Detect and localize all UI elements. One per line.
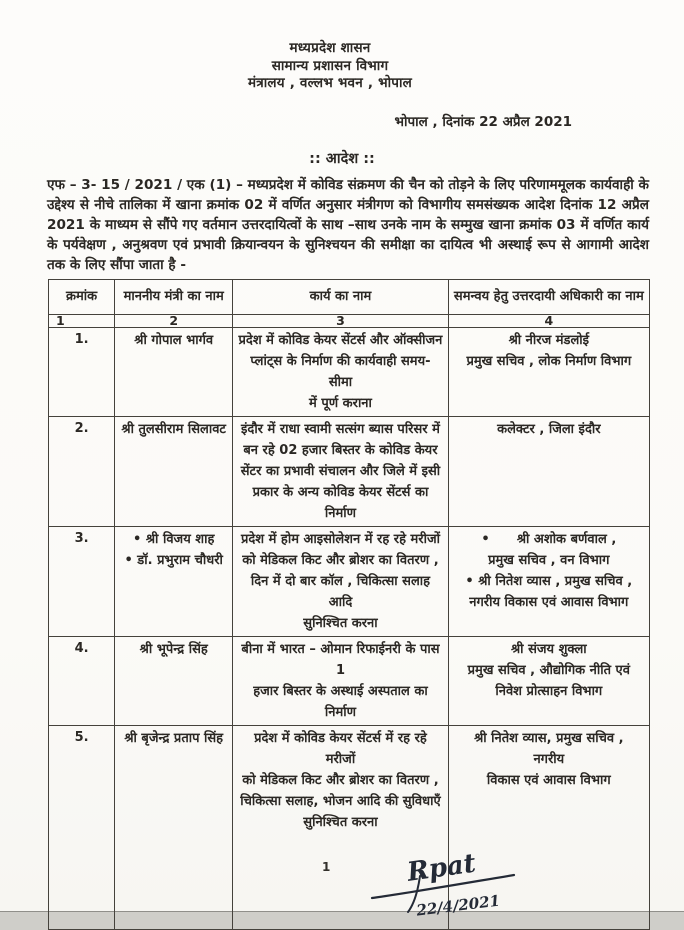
text-line: श्री संजय शुक्ला (510, 641, 587, 657)
text-line: बन रहे 02 हजार बिस्तर के कोविड केयर (243, 442, 438, 458)
text-line: प्रमुख सचिव , औद्योगिक नीति एवं (467, 662, 630, 678)
letterhead-department: सामान्य प्रशासन विभाग (271, 57, 389, 74)
text-line: श्री तुलसीराम सिलावट (121, 421, 226, 437)
serial-cell: 2. (49, 416, 115, 526)
officer-cell (448, 526, 649, 636)
table-row (49, 725, 650, 929)
serial-cell: 4. (49, 636, 115, 725)
text-line: • श्री विजय शाह (133, 531, 215, 547)
page-number: 1 (322, 860, 331, 874)
text-line: प्रदेश में कोविड केयर सेंटर्स और ऑक्सीजन (238, 332, 443, 348)
text-line: प्रदेश में कोविड केयर सेंटर्स में रह रहे मरीजों (254, 730, 427, 767)
table-row (49, 416, 650, 526)
table-row (49, 327, 650, 416)
signature-name-text: Rpat (405, 848, 478, 888)
serial-cell: 5. (49, 725, 115, 929)
text-line: नगरीय विकास एवं आवास विभाग (469, 594, 629, 610)
text-line: इंदौर में राधा स्वामी सत्संग ब्यास परिसर में (241, 421, 440, 437)
serial-cell: 1. (49, 327, 115, 416)
letterhead-address: मंत्रालय , वल्लभ भवन , भोपाल (248, 75, 412, 91)
text-line: सुनिश्चित करना (303, 814, 378, 830)
text-line: बीना में भारत – ओमान रिफाईनरी के पास 1 (241, 641, 440, 678)
work-cell (233, 526, 448, 636)
text-line: कलेक्टर , जिला इंदौर (497, 421, 601, 437)
dateline: भोपाल , दिनांक 22 अप्रैल 2021 (394, 113, 572, 130)
text-line: • डॉ. प्रभुराम चौधरी (124, 552, 223, 568)
minister-cell (115, 636, 233, 725)
text-line: श्री भूपेन्द्र सिंह (139, 641, 208, 657)
text-line: नगरीय (533, 751, 565, 767)
text-line: प्लांट्स के निर्माण की कार्यवाही समय- सीमा (250, 353, 431, 390)
work-cell (233, 636, 448, 725)
column-number-4: 4 (448, 314, 649, 327)
table-row (49, 636, 650, 725)
text-line: हजार बिस्तर के अस्थाई अस्पताल का निर्माण (253, 683, 428, 720)
column-number-1: 1 (49, 314, 115, 327)
text-line: प्रमुख सचिव , लोक निर्माण विभाग (466, 353, 632, 369)
text-line: श्री नितेश व्यास, प्रमुख सचिव , (474, 730, 624, 746)
text-line: • श्री अशोक बर्णवाल , (481, 531, 617, 547)
text-line: प्रकार के अन्य कोविड केयर सेंटर्स का निर्माण (252, 484, 429, 521)
minister-cell (115, 526, 233, 636)
text-line: को मेडिकल किट और ब्रोशर का वितरण , (242, 552, 439, 568)
letterhead (0, 0, 672, 93)
text-line: • श्री नितेश व्यास , प्रमुख सचिव , (465, 573, 633, 589)
officer-cell (448, 636, 649, 725)
signature-date-text: 22/4/2021 (415, 891, 501, 920)
signature (368, 846, 520, 922)
column-number-2: 2 (115, 314, 233, 327)
text-line: प्रमुख सचिव , वन विभाग (488, 552, 610, 568)
orders-table (48, 279, 650, 930)
table-header-row (49, 279, 650, 314)
minister-cell (115, 416, 233, 526)
text-line: श्री बृजेन्द्र प्रताप सिंह (124, 730, 224, 746)
text-line: सुनिश्चित करना (303, 615, 378, 631)
text-line: दिन में दो बार कॉल , चिकित्सा सलाह आदि (250, 573, 431, 610)
serial-cell: 3. (49, 526, 115, 636)
work-cell (233, 327, 448, 416)
text-line: श्री नीरज मंडलोई (508, 332, 590, 348)
order-heading: :: आदेश :: (309, 150, 375, 167)
officer-cell (448, 327, 649, 416)
column-number-row (49, 314, 650, 327)
text-line: में पूर्ण कराना (309, 395, 372, 411)
text-line: चिकित्सा सलाह, भोजन आदि की सुविधाएँ (240, 793, 441, 809)
text-line: सेंटर का प्रभावी संचालन और जिले में इसी (240, 463, 441, 479)
minister-cell (115, 725, 233, 929)
text-line: श्री गोपाल भार्गव (134, 332, 214, 348)
header-officer: समन्वय हेतु उत्तरदायी अधिकारी का नाम (448, 279, 649, 314)
letterhead-government: मध्यप्रदेश शासन (289, 40, 371, 56)
header-minister: माननीय मंत्री का नाम (115, 279, 233, 314)
header-serial: क्रमांक (49, 279, 115, 314)
table-row (49, 526, 650, 636)
text-line: प्रदेश में होम आइसोलेशन में रह रहे मरीजों (240, 531, 440, 547)
text-line: विकास एवं आवास विभाग (486, 772, 611, 788)
minister-cell (115, 327, 233, 416)
work-cell (233, 416, 448, 526)
intro-paragraph: एफ – 3- 15 / 2021 / एक (1) – मध्यप्रदेश में कोविड संक्रमण की चैन को तोड़ने के लिए परिणाममूलक कार्यवाही के उद्देश्य से नीचे तालिका में खाना क्रमांक 02 में वर्णित अनुसार मंत्रीगण को विभागीय समसंख्यक आदेश दिनांक 12 अप्रैल 2021 के माध्यम से सौंपे गए वर्तमान उत्तरदायित्वों के साथ –साथ उनके नाम के सम्मुख खाना क्रमांक 03 में वर्णित कार्य के पर्यवेक्षण , अनुश्रवण एवं प्रभावी क्रियान्वयन के सुनिश्चयन की समीक्षा का दायित्व भी अस्थाई रूप से आगामी आदेश तक के लिए सौंपा जाता है - (47, 176, 649, 273)
header-work: कार्य का नाम (233, 279, 448, 314)
text-line: को मेडिकल किट और ब्रोशर का वितरण , (242, 772, 439, 788)
text-line: निवेश प्रोत्साहन विभाग (495, 683, 603, 699)
officer-cell (448, 416, 649, 526)
column-number-3: 3 (233, 314, 448, 327)
